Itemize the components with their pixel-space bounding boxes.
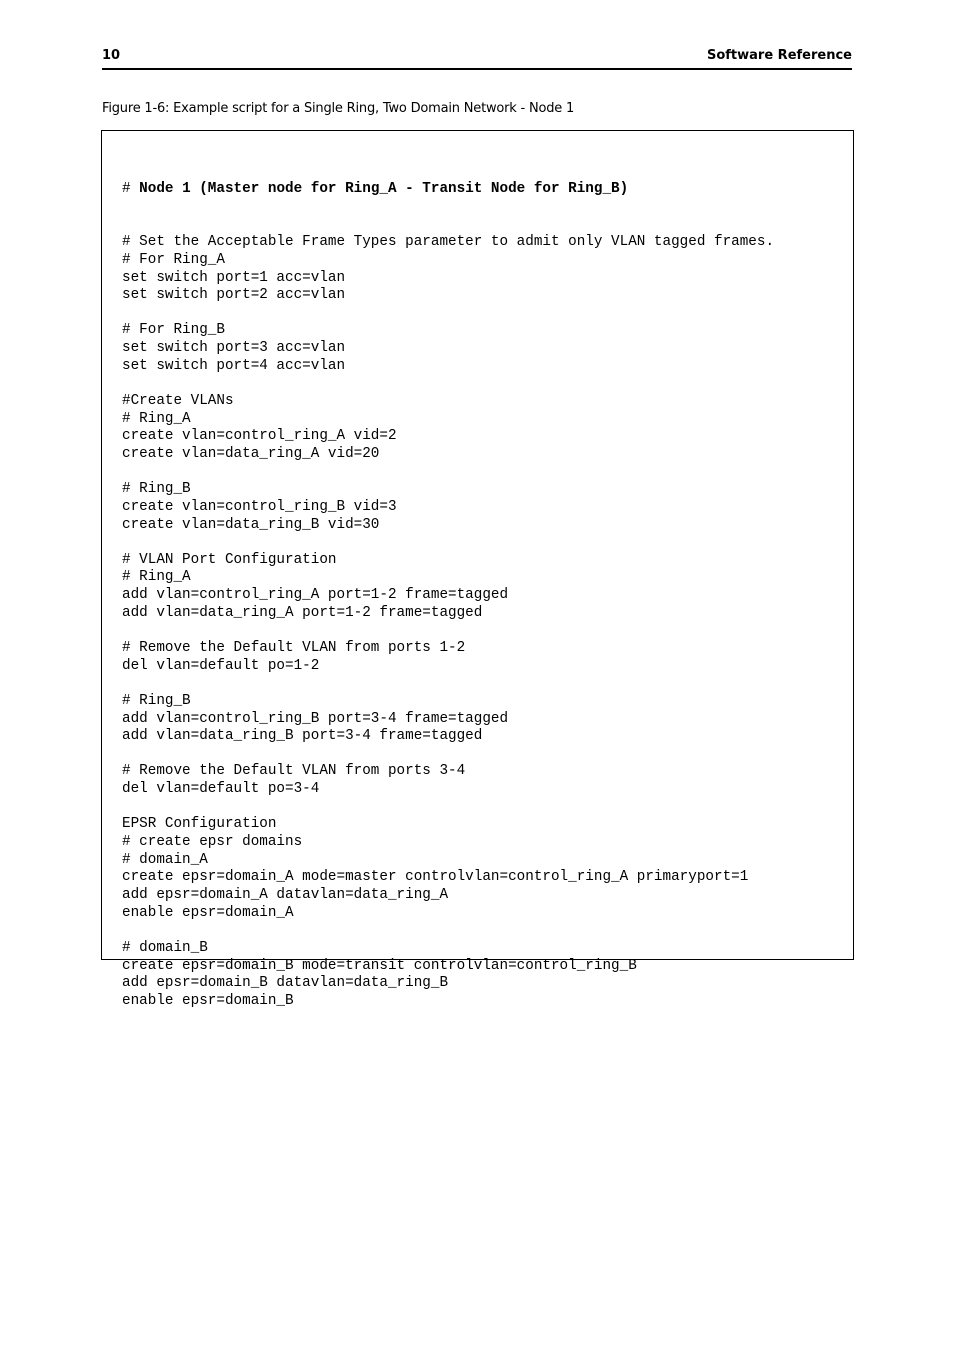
script-line: # For Ring_A <box>122 251 225 268</box>
script-line: add epsr=domain_A datavlan=data_ring_A <box>122 886 449 903</box>
script-line: create epsr=domain_A mode=master controlvlan=control_ring_A primaryport=1 <box>122 869 749 886</box>
script-line: create vlan=control_ring_B vid=3 <box>122 498 397 515</box>
figure-caption: Figure 1-6: Example script for a Single Ring, Two Domain Network - Node 1 <box>102 101 575 116</box>
script-line <box>122 746 774 764</box>
page-header <box>102 46 852 70</box>
script-line: # Ring_A <box>122 569 191 586</box>
script-line <box>122 675 774 693</box>
script-line: EPSR Configuration <box>122 816 277 833</box>
script-line: create vlan=data_ring_B vid=30 <box>122 516 380 533</box>
script-line: # Ring_B <box>122 481 191 498</box>
script-line: add vlan=control_ring_A port=1-2 frame=tagged <box>122 587 509 604</box>
script-line <box>122 375 774 393</box>
page-number: 10 <box>102 48 121 63</box>
script-line <box>122 922 774 940</box>
script-line: add epsr=domain_B datavlan=data_ring_B <box>122 975 449 992</box>
script-title-line <box>122 181 774 199</box>
script-line: add vlan=data_ring_A port=1-2 frame=tagged <box>122 604 483 621</box>
script-line <box>122 464 774 482</box>
script-line: set switch port=2 acc=vlan <box>122 287 346 304</box>
script-line: add vlan=data_ring_B port=3-4 frame=tagged <box>122 728 483 745</box>
script-line: # domain_A <box>122 851 208 868</box>
script-line <box>122 799 774 817</box>
script-line: # For Ring_B <box>122 322 225 339</box>
script-line: # Remove the Default VLAN from ports 3-4 <box>122 763 466 780</box>
script-listing-box <box>101 130 854 1009</box>
section-title: Software Reference <box>706 48 852 63</box>
script-line: add vlan=control_ring_B port=3-4 frame=tagged <box>122 710 509 727</box>
script-line: # create epsr domains <box>122 834 303 851</box>
script-line: # Ring_B <box>122 692 191 709</box>
script-line: del vlan=default po=1-2 <box>122 657 320 674</box>
script-line: # Remove the Default VLAN from ports 1-2 <box>122 640 466 656</box>
script-line: enable epsr=domain_B <box>122 992 294 1009</box>
script-line: create vlan=control_ring_A vid=2 <box>122 428 397 445</box>
script-line <box>122 305 774 323</box>
script-line: del vlan=default po=3-4 <box>122 781 320 798</box>
script-line: set switch port=4 acc=vlan <box>122 357 346 374</box>
script-title: Node 1 (Master node for Ring_A - Transit Node for Ring_B) <box>139 181 629 198</box>
script-line <box>122 534 774 552</box>
script-line: create epsr=domain_B mode=transit controlvlan=control_ring_B <box>122 957 637 974</box>
script-lines <box>122 146 774 1010</box>
script-title-prefix: # <box>122 181 140 198</box>
script-line: enable epsr=domain_A <box>122 904 294 921</box>
script-line: # VLAN Port Configuration <box>122 551 337 568</box>
script-line: create vlan=data_ring_A vid=20 <box>122 445 380 462</box>
script-line: # Ring_A <box>122 410 191 427</box>
script-line: set switch port=3 acc=vlan <box>122 340 346 357</box>
script-line: # Set the Acceptable Frame Types parameter to admit only VLAN tagged frames. <box>122 234 775 251</box>
script-line: set switch port=1 acc=vlan <box>122 269 346 286</box>
script-line: #Create VLANs <box>122 393 234 410</box>
script-line <box>122 622 774 640</box>
script-line: # domain_B <box>122 939 208 956</box>
